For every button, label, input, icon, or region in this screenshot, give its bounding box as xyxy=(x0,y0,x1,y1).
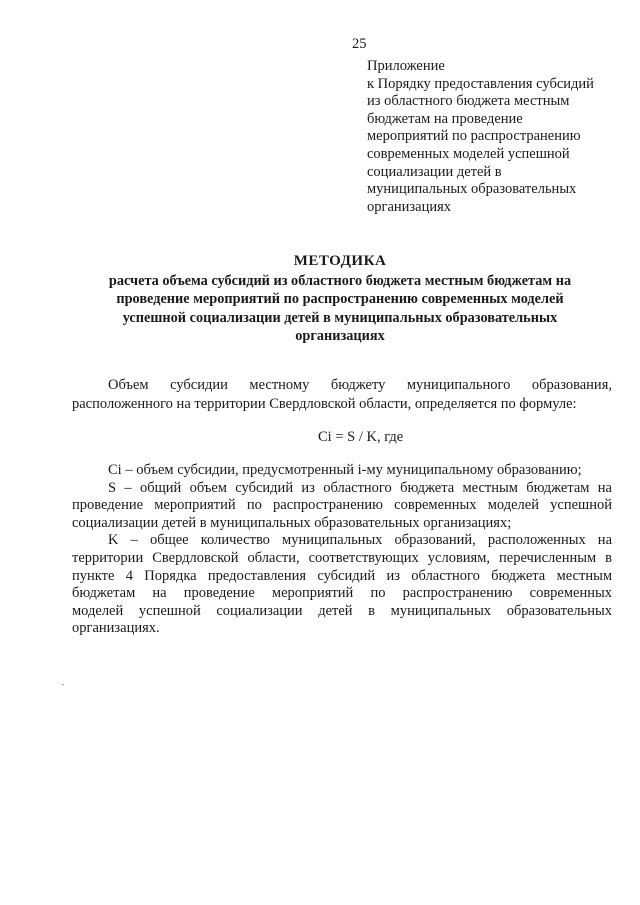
appendix-line: современных моделей успешной xyxy=(367,145,570,162)
appendix-line: бюджетам на проведение xyxy=(367,110,523,127)
appendix-line: социализации детей в xyxy=(367,163,502,180)
definition-line: Ci – объем субсидии, предусмотренный i-му муниципальному образованию; xyxy=(108,462,582,478)
title-subtitle-line: организациях xyxy=(295,327,385,344)
appendix-header xyxy=(367,58,629,216)
definition-k xyxy=(72,532,612,638)
definition-ci xyxy=(72,462,612,480)
definitions xyxy=(72,462,612,638)
definition-line: бюджетам на проведение мероприятий по распространению современных xyxy=(72,585,612,602)
formula: Ci = S / K, где xyxy=(318,429,404,445)
definition-line: S – общий объем субсидий из областного бюджета местным бюджетам на xyxy=(108,479,612,496)
appendix-line: мероприятий по распространению xyxy=(367,128,581,145)
definition-line: территории Свердловской области, соответствующих условиям, перечисленным в xyxy=(72,549,612,566)
definition-line: моделей успешной социализации детей в муниципальных образовательных xyxy=(72,602,612,619)
appendix-line: муниципальных образовательных xyxy=(367,181,577,198)
title-subtitle-line: проведение мероприятий по распространению современных моделей xyxy=(116,291,564,308)
definition-line: проведение мероприятий по распространению современных моделей успешной xyxy=(72,497,612,514)
definition-s xyxy=(72,480,612,533)
scan-speck xyxy=(62,684,64,685)
definition-line: социализации детей в муниципальных образовательных организациях; xyxy=(72,514,512,531)
appendix-line: к Порядку предоставления субсидий xyxy=(367,75,594,92)
definition-line: организациях. xyxy=(72,620,160,637)
title-subtitle xyxy=(40,272,640,345)
appendix-line: Приложение xyxy=(367,58,445,74)
intro-line: Объем субсидии местному бюджету муниципального образования, xyxy=(108,377,612,393)
intro-paragraph xyxy=(72,376,612,413)
document-title xyxy=(40,252,640,345)
definition-line: пункте 4 Порядка предоставления субсидий из областного бюджета местным xyxy=(72,567,612,584)
title-subtitle-line: успешной социализации детей в муниципальных образовательных xyxy=(122,309,558,326)
title-subtitle-line: расчета объема субсидий из областного бюджета местным бюджетам на xyxy=(108,273,572,289)
appendix-line: из областного бюджета местным xyxy=(367,93,570,110)
definition-line: K – общее количество муниципальных образований, расположенных на xyxy=(108,532,612,549)
appendix-line: организациях xyxy=(367,198,452,215)
intro-line: расположенного на территории Свердловской области, определяется по формуле: xyxy=(72,395,577,412)
page-number: 25 xyxy=(352,36,367,52)
title-main: МЕТОДИКА xyxy=(293,253,387,269)
